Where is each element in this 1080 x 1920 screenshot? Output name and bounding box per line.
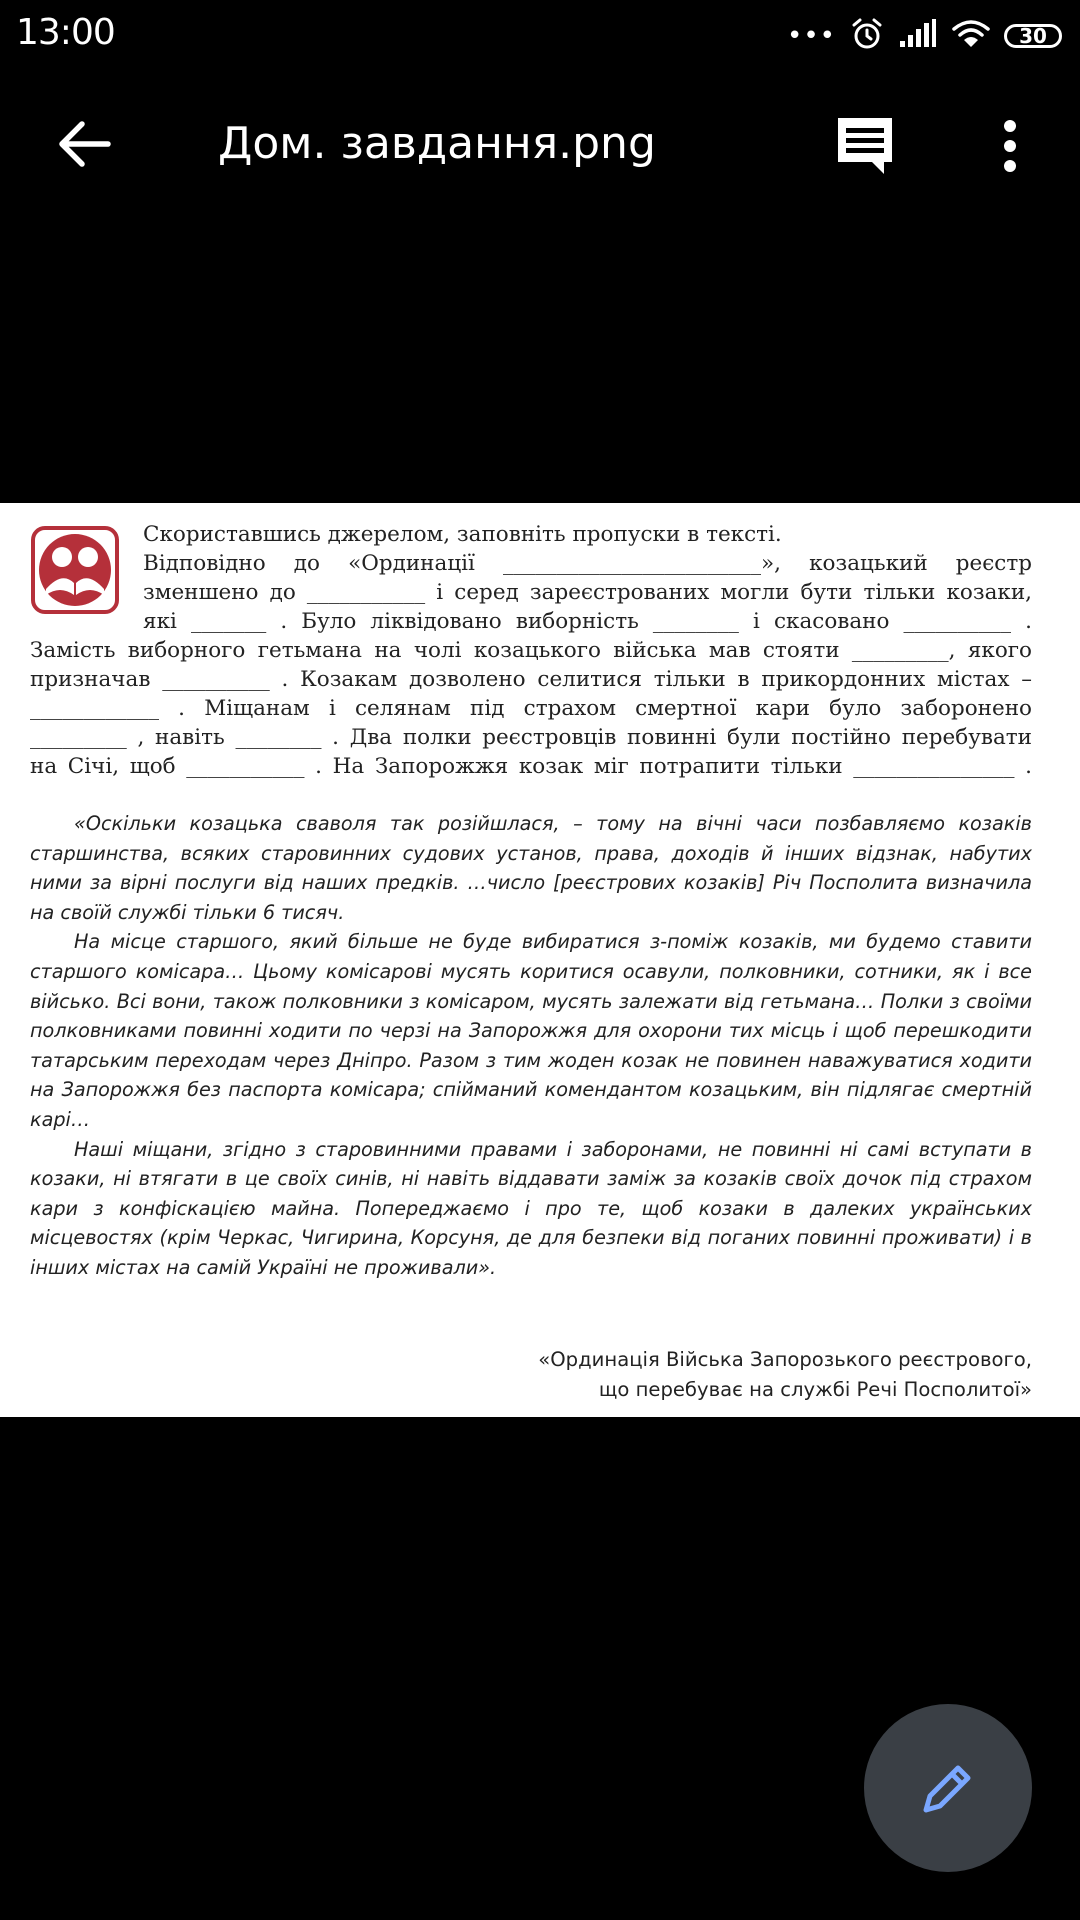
reading-people-icon: [30, 525, 120, 615]
quote-paragraph: Наші міщани, згідно з старовинними правами і заборонами, не повинні ні самі вступати в козаки, ні втягати в це своїх синів, ні навіть віддавати заміж за козаків своїх дочок під страхом кари з конфіскацією майна. Попереджаємо і про те, щоб козаки в далеких українських місцевостях (крім Черкас, Чигирина, Корсуня, де для безпеки від поганих повинні проживати) і в інших містах на самій Україні не проживали».: [30, 1137, 1032, 1279]
page-title: Дом. завдання.png: [218, 118, 656, 169]
task-line: Замість виборного гетьмана на чолі козацького війська мав стояти _________, якого: [30, 638, 1032, 663]
status-bar: [0, 0, 1080, 72]
quote-paragraph: На місце старшого, який більше не буде вибиратися з-поміж козаків, ми будемо ставити старшого комісара… Цьому комісарові мусять коритися осавули, полковники, сотники, як і все військо. Всі вони, також полковники з комісаром, мусять залежати від гетьмана… Полки з своїми полковниками повинні ходити по черзі на Запорожжя для охорони тих місць і щоб перешкодити татарським переходам через Дніпро. Разом з тим жоден козак не повинен наважуватися ходити на Запорожжя без паспорта комісара; спійманий комендантом козацьким, він підлягає смертній карі…: [30, 930, 1032, 1131]
source-citation: [538, 1345, 1032, 1404]
comment-icon: [832, 114, 898, 178]
source-line: «Ординація Війська Запорозького реєстрового,: [538, 1348, 1032, 1371]
source-line: що перебуває на службі Речі Посполитої»: [598, 1377, 1032, 1401]
task-title: Скориставшись джерелом, заповніть пропуски в тексті.: [143, 522, 782, 547]
edit-fab-button[interactable]: [864, 1704, 1032, 1872]
alarm-icon: [850, 17, 884, 55]
pencil-icon: [916, 1756, 980, 1820]
task-line: на Січі, щоб ___________ . На Запорожжя козак міг потрапити тільки _______________ .: [30, 754, 1032, 779]
task-line: які _______ . Було ліквідовано виборність ________ і скасовано __________ .: [143, 609, 1032, 634]
source-quote: [30, 809, 1032, 1283]
app-bar: [0, 88, 1080, 200]
task-line: зменшено до ___________ і серед зареєстрованих могли бути тільки козаки,: [143, 580, 1032, 605]
comment-button[interactable]: [822, 108, 908, 184]
task-line: Відповідно до «Ординації ________________________», козацький реєстр: [143, 551, 1032, 576]
status-time: 13:00: [16, 12, 115, 53]
battery-icon: 30: [1004, 24, 1062, 48]
task-line: _________ , навіть ________ . Два полки реєстровців повинні були постійно перебувати: [30, 725, 1032, 750]
more-options-button[interactable]: [980, 108, 1040, 184]
quote-paragraph: «Оскільки козацька сваволя так розійшлася, – тому на вічні часи позбавляємо козаків старшинства, всяких старовинних судових установ, права, доходів й інших відзнак, набутих ними за вірні послуги від наших предків. …число [реєстрових козаків] Річ Посполита визначила на своїй службі тільки 6 тисяч.: [30, 812, 1032, 924]
wifi-icon: [952, 19, 990, 53]
task-line: призначав __________ . Козакам дозволено селитися тільки в прикордонних містах –: [30, 667, 1032, 692]
signal-icon: [898, 19, 938, 53]
back-arrow-icon: [56, 118, 112, 170]
status-icons: [787, 18, 1062, 54]
task-line: ____________ . Міщанам і селянам під страхом смертної кари було заборонено: [30, 696, 1032, 721]
more-vert-icon: [1000, 118, 1020, 174]
status-dots: •••: [786, 21, 836, 51]
back-button[interactable]: [40, 112, 128, 176]
document-image[interactable]: [0, 503, 1080, 1417]
